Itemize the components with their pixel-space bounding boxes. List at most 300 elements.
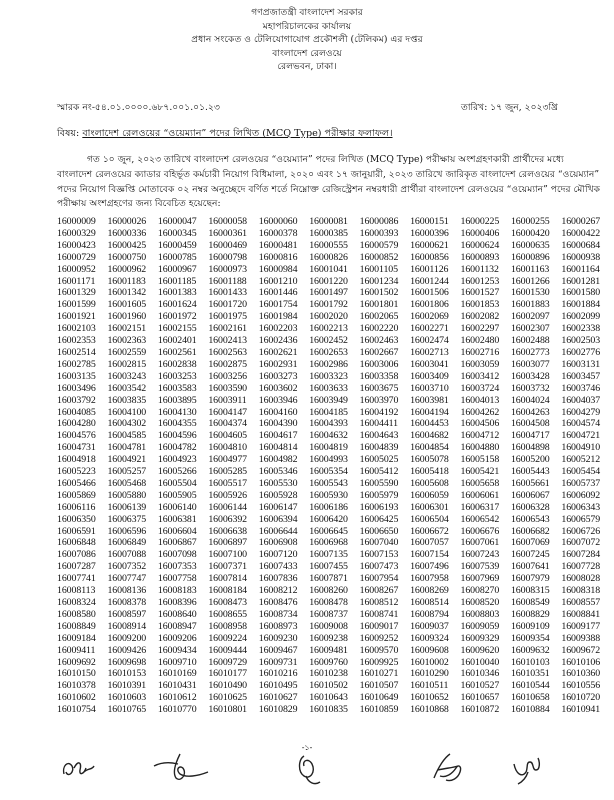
registration-number: 16009925 [359, 656, 399, 668]
registration-number: 16005212 [561, 454, 601, 466]
registration-number: 16008318 [561, 585, 601, 597]
registration-number: 16002082 [460, 311, 500, 323]
registration-number: 16000750 [107, 251, 147, 263]
registration-number: 16000798 [208, 251, 248, 263]
registration-number: 16007284 [561, 549, 601, 561]
registration-number: 16006682 [510, 525, 550, 537]
registration-number: 16000624 [460, 239, 500, 251]
registration-number: 16009200 [107, 632, 147, 644]
registration-number: 16003583 [157, 382, 197, 394]
registration-number: 16005257 [107, 466, 147, 478]
registration-number: 16000555 [309, 239, 348, 251]
registration-number: 16000393 [359, 227, 399, 239]
page-number: -১- [301, 743, 313, 752]
registration-number: 16004782 [157, 442, 197, 454]
registration-number: 16004130 [157, 406, 197, 418]
registration-number: 16006968 [309, 537, 348, 549]
registration-number: 16006867 [157, 537, 197, 549]
registration-number: 16010612 [157, 692, 197, 704]
registration-number: 16004682 [410, 430, 449, 442]
registration-number: 16008640 [157, 608, 197, 620]
registration-number: 16002559 [107, 346, 147, 358]
registration-number: 16010103 [510, 656, 550, 668]
signature [508, 748, 548, 788]
registration-number: 16001244 [410, 275, 449, 287]
registration-number: 16010625 [208, 692, 248, 704]
registration-number: 16008973 [258, 620, 298, 632]
registration-number: 16005543 [309, 477, 348, 489]
registration-number: 16006420 [309, 513, 348, 525]
registration-number: 16007979 [510, 573, 550, 585]
signature [58, 748, 102, 788]
registration-number: 16001171 [57, 275, 96, 287]
registration-number: 16009224 [208, 632, 248, 644]
registration-number: 16000984 [258, 263, 298, 275]
registration-number: 16008184 [208, 585, 248, 597]
registration-number: 16003792 [57, 394, 96, 406]
registration-number: 16004262 [460, 406, 500, 418]
registration-number: 16000621 [410, 239, 449, 251]
registration-number: 16010544 [510, 680, 550, 692]
registration-number: 16010346 [460, 668, 500, 680]
registration-number: 16004854 [410, 442, 449, 454]
registration-number: 16001220 [309, 275, 348, 287]
registration-number: 16006591 [57, 525, 96, 537]
registration-number: 16008212 [258, 585, 298, 597]
registration-number: 16005354 [309, 466, 348, 478]
registration-number: 16003602 [258, 382, 298, 394]
registration-number: 16008914 [107, 620, 147, 632]
registration-number: 16001921 [57, 311, 96, 323]
registration-number: 16004880 [460, 442, 500, 454]
registration-number: 16002436 [258, 335, 298, 347]
registration-number: 16004982 [258, 454, 298, 466]
registration-number: 16006139 [107, 501, 147, 513]
registration-number: 16002713 [410, 346, 449, 358]
registration-number: 16007371 [208, 561, 248, 573]
registration-number: 16004910 [561, 442, 601, 454]
registration-number: 16006186 [309, 501, 348, 513]
registration-number: 16001234 [359, 275, 399, 287]
registration-number: 16009008 [309, 620, 348, 632]
registration-number: 16001188 [208, 275, 247, 287]
registration-number: 16000058 [208, 216, 248, 227]
registration-number: 16002338 [561, 323, 601, 335]
registration-number: 16008396 [157, 597, 197, 608]
registration-number: 16002297 [460, 323, 500, 335]
registration-number: 16009252 [359, 632, 399, 644]
registration-number: 16007958 [410, 573, 449, 585]
registration-number: 16003358 [359, 370, 399, 382]
registration-number: 16009426 [107, 644, 147, 656]
registration-number: 16010649 [359, 692, 399, 704]
registration-number: 16000009 [57, 216, 96, 227]
registration-number: 16006542 [460, 513, 500, 525]
registration-number: 16003428 [510, 370, 550, 382]
registration-number: 16003041 [410, 358, 449, 370]
registration-number: 16000255 [510, 216, 550, 227]
registration-number: 16007061 [460, 537, 500, 549]
registration-number: 16004453 [410, 418, 449, 430]
registration-number: 16002463 [359, 335, 399, 347]
registration-number: 16006638 [208, 525, 248, 537]
registration-number: 16006061 [460, 489, 500, 501]
registration-number: 16010643 [309, 692, 348, 704]
registration-number: 16009411 [57, 644, 96, 656]
registration-number: 16008734 [258, 608, 298, 620]
registration-number: 16005930 [309, 489, 348, 501]
registration-number: 16004280 [57, 418, 96, 430]
registration-number: 16009570 [359, 644, 399, 656]
registration-number: 16009692 [57, 656, 96, 668]
registration-number: 16010765 [107, 704, 147, 716]
registration-number: 16007154 [410, 549, 449, 561]
registration-number: 16005504 [157, 477, 197, 489]
registration-number: 16004819 [309, 442, 348, 454]
registration-number: 16010150 [57, 668, 96, 680]
registration-number: 16003724 [460, 382, 500, 394]
registration-number: 16004374 [208, 418, 248, 430]
registration-number: 16000856 [410, 251, 449, 263]
registration-number: 16004712 [460, 430, 500, 442]
registration-number: 16009059 [460, 620, 500, 632]
registration-number: 16005608 [410, 477, 449, 489]
registration-number: 16002069 [410, 311, 449, 323]
registration-number: 16007098 [157, 549, 197, 561]
registration-number: 16000060 [258, 216, 298, 227]
registration-number: 16006144 [208, 501, 248, 513]
registration-number: 16002785 [57, 358, 96, 370]
registration-number: 16004923 [157, 454, 197, 466]
registration-number: 16007539 [460, 561, 500, 573]
registration-number: 16002213 [309, 323, 348, 335]
registration-number: 16008841 [561, 608, 601, 620]
registration-number: 16009620 [460, 644, 500, 656]
registration-number: 16006343 [561, 501, 601, 513]
registration-number: 16000422 [561, 227, 601, 239]
registration-number: 16004508 [510, 418, 550, 430]
registration-number: 16004643 [359, 430, 399, 442]
registration-number: 16003496 [57, 382, 96, 394]
registration-number: 16005346 [258, 466, 298, 478]
registration-number: 16003732 [510, 382, 550, 394]
registration-number: 16000481 [258, 239, 298, 251]
registration-number: 16002653 [309, 346, 348, 358]
registration-number: 16003675 [359, 382, 399, 394]
registration-number: 16007069 [510, 537, 550, 549]
registration-number: 16009467 [258, 644, 298, 656]
registration-number: 16008737 [309, 608, 348, 620]
registration-number: 16001883 [510, 299, 550, 311]
registration-number: 16000684 [561, 239, 601, 251]
registration-number: 16009731 [258, 656, 298, 668]
registration-number: 16000826 [309, 251, 348, 263]
registration-number: 16006381 [157, 513, 197, 525]
registration-number: 16004037 [561, 394, 601, 406]
registration-number: 16006067 [510, 489, 550, 501]
registration-number: 16006644 [258, 525, 298, 537]
registration-number: 16002220 [359, 323, 399, 335]
registration-number: 16008794 [410, 608, 449, 620]
registration-number: 16001624 [157, 299, 197, 311]
paragraph-line: পরীক্ষায় অংশগ্রহণের জন্য বিবেচিত হয়েছেন: [57, 198, 221, 210]
registration-number: 16010391 [107, 680, 147, 692]
registration-number: 16010360 [561, 668, 601, 680]
registration-number: 16006672 [410, 525, 449, 537]
registration-number: 16006596 [107, 525, 147, 537]
registration-number: 16005468 [107, 477, 147, 489]
registration-number: 16010720 [561, 692, 601, 704]
registration-number: 16009632 [510, 644, 550, 656]
registration-number: 16004632 [309, 430, 348, 442]
registration-number: 16009184 [57, 632, 96, 644]
registration-number: 16008478 [309, 597, 348, 608]
registration-number: 16001853 [460, 299, 500, 311]
registration-number: 16005590 [359, 477, 399, 489]
registration-number: 16001801 [359, 299, 399, 311]
signature [150, 748, 214, 788]
registration-number: 16000967 [157, 263, 197, 275]
registration-number: 16009329 [460, 632, 500, 644]
registration-number: 16001720 [208, 299, 248, 311]
registration-number: 16004731 [57, 442, 96, 454]
registration-number: 16007455 [309, 561, 348, 573]
registration-number: 16003835 [107, 394, 147, 406]
registration-number: 16004781 [107, 442, 147, 454]
registration-number: 16010153 [107, 668, 147, 680]
registration-number: 16002307 [510, 323, 550, 335]
registration-number: 16007243 [460, 549, 500, 561]
registration-number: 16009206 [157, 632, 197, 644]
registration-number: 16000086 [359, 216, 399, 227]
registration-number: 16008514 [410, 597, 449, 608]
registration-number: 16007153 [359, 549, 399, 561]
registration-number: 16008655 [208, 608, 248, 620]
registration-number: 16004411 [359, 418, 398, 430]
registration-number: 16003135 [57, 370, 96, 382]
registration-number: 16001502 [359, 287, 399, 299]
signature [290, 748, 330, 790]
registration-number: 16002488 [510, 335, 550, 347]
registration-number: 16009729 [208, 656, 248, 668]
registration-number: 16003970 [359, 394, 399, 406]
registration-number: 16004302 [107, 418, 147, 430]
registration-number: 16007871 [309, 573, 348, 585]
registration-number: 16010106 [561, 656, 601, 668]
registration-number: 16005421 [460, 466, 500, 478]
registration-number: 16004100 [107, 406, 147, 418]
registration-number: 16004085 [57, 406, 96, 418]
registration-number: 16007758 [157, 573, 197, 585]
registration-number: 16001960 [107, 311, 147, 323]
registration-number: 16001446 [258, 287, 298, 299]
registration-number: 16004898 [510, 442, 550, 454]
registration-number: 16008947 [157, 620, 197, 632]
registration-number: 16002452 [309, 335, 348, 347]
registration-number: 16000962 [107, 263, 147, 275]
registration-number: 16006317 [460, 501, 500, 513]
registration-number: 16004192 [359, 406, 399, 418]
registration-number: 16002773 [510, 346, 550, 358]
registration-number: 16007057 [410, 537, 449, 549]
registration-number: 16001754 [258, 299, 298, 311]
registration-number: 16001329 [57, 287, 96, 299]
registration-number: 16010490 [208, 680, 248, 692]
registration-number: 16003457 [561, 370, 601, 382]
registration-number: 16007641 [510, 561, 550, 573]
registration-number: 16007747 [107, 573, 147, 585]
registration-number: 16001041 [309, 263, 348, 275]
subject-label: বিষয়: [57, 128, 80, 139]
registration-number: 16001132 [460, 263, 499, 275]
registration-number: 16007433 [258, 561, 298, 573]
registration-number: 16009481 [309, 644, 348, 656]
registration-number: 16000361 [208, 227, 248, 239]
registration-number: 16007728 [561, 561, 601, 573]
registration-number: 16007352 [107, 561, 147, 573]
registration-number: 16009109 [510, 620, 550, 632]
registration-number: 16010770 [157, 704, 197, 716]
registration-number: 16007135 [309, 549, 348, 561]
registration-number: 16010271 [359, 668, 399, 680]
registration-number: 16001792 [309, 299, 348, 311]
registration-number: 16002151 [107, 323, 147, 335]
registration-number: 16010040 [460, 656, 500, 668]
registration-number: 16006897 [208, 537, 248, 549]
registration-number: 16005412 [359, 466, 399, 478]
registration-number: 16004355 [157, 418, 197, 430]
registration-number: 16003323 [309, 370, 348, 382]
registration-number: 16000225 [460, 216, 500, 227]
registration-number: 16000396 [410, 227, 449, 239]
registration-number: 16006147 [258, 501, 298, 513]
registration-number: 16008958 [208, 620, 248, 632]
registration-number: 16005266 [157, 466, 197, 478]
registration-number: 16002480 [460, 335, 500, 347]
registration-number: 16000047 [157, 216, 197, 227]
registration-number: 16009324 [410, 632, 449, 644]
registration-number: 16002099 [561, 311, 601, 323]
registration-number: 16006425 [359, 513, 399, 525]
registration-number: 16007088 [107, 549, 147, 561]
registration-number: 16003911 [208, 394, 247, 406]
registration-number: 16009230 [258, 632, 298, 644]
registration-number: 16000378 [258, 227, 298, 239]
registration-number: 16002401 [157, 335, 197, 347]
registration-number: 16010495 [258, 680, 298, 692]
registration-number: 16000938 [561, 251, 601, 263]
registration-number: 16000729 [57, 251, 96, 263]
registration-number: 16006604 [157, 525, 197, 537]
registration-number: 16008597 [107, 608, 147, 620]
registration-number: 16009017 [359, 620, 399, 632]
registration-number: 16008520 [460, 597, 500, 608]
registration-number: 16006726 [561, 525, 601, 537]
registration-number: 16008829 [510, 608, 550, 620]
registration-number: 16009698 [107, 656, 147, 668]
registration-number: 16004721 [561, 430, 601, 442]
registration-number: 16001266 [510, 275, 550, 287]
registration-number: 16000345 [157, 227, 197, 239]
registration-number: 16003243 [107, 370, 147, 382]
registration-number: 16008260 [309, 585, 348, 597]
registration-number: 16008113 [57, 585, 96, 597]
registration-number: 16002161 [208, 323, 248, 335]
registration-number: 16002514 [57, 346, 96, 358]
registration-number: 16008136 [107, 585, 147, 597]
registration-number: 16010859 [359, 704, 399, 716]
registration-number: 16002776 [561, 346, 601, 358]
registration-number: 16004194 [410, 406, 449, 418]
registration-number: 16004977 [208, 454, 248, 466]
paragraph-line: গত ১০ জুন, ২০২৩ তারিখে বাংলাদেশ রেলওয়ের “ওয়েম্যান” পদের লিখিত (MCQ Type) পরীক্ষায় অংশগ্রহণকারী প্রার্থীদের মধ্যে [87, 154, 564, 165]
registration-number: 16002667 [359, 346, 399, 358]
registration-number: 16010754 [57, 704, 96, 716]
registration-number: 16010829 [258, 704, 298, 716]
letterhead [0, 6, 614, 74]
registration-number: 16002561 [157, 346, 197, 358]
registration-number: 16007496 [410, 561, 449, 573]
registration-number: 16008267 [359, 585, 399, 597]
registration-number: 16001884 [561, 299, 601, 311]
registration-number: 16007287 [57, 561, 96, 573]
registration-number: 16002716 [460, 346, 500, 358]
registration-number: 16010872 [460, 704, 500, 716]
registration-number: 16002065 [359, 311, 399, 323]
registration-number: 16005466 [57, 477, 96, 489]
header-department: প্রধান সংকেত ও টেলিযোগাযোগ প্রকৌশলী (টেলিকম) এর দপ্তর [191, 34, 423, 46]
registration-number: 16005869 [57, 489, 96, 501]
registration-number: 16003077 [510, 358, 550, 370]
registration-number: 16004185 [309, 406, 348, 418]
registration-number: 16000385 [309, 227, 348, 239]
registration-number: 16009608 [410, 644, 449, 656]
registration-number: 16003746 [561, 382, 601, 394]
registration-number: 16010868 [410, 704, 449, 716]
registration-number: 16001253 [460, 275, 500, 287]
registration-number: 16009238 [309, 632, 348, 644]
registration-number: 16003253 [157, 370, 197, 382]
subject-text: বাংলাদেশ রেলওয়ের “ওয়েম্যান” পদের লিখিত (MCQ Type) পরীক্ষার ফলাফল। [82, 128, 393, 139]
registration-number: 16007040 [359, 537, 399, 549]
paragraph-line: পদের নিয়োগ বিজ্ঞপ্তি মোতাবেক ০২ নম্বর অনুচ্ছেদে বর্ণিত শর্তে নিম্নোক্ত রেজিস্ট্রেশন নম্বরধারী প্রার্থীরা বাংলাদেশ রেলওয়ের “ওয়েম্যান” পদের মৌখিক [57, 183, 601, 195]
registration-number: 16001530 [510, 287, 550, 299]
registration-number: 16009760 [309, 656, 348, 668]
registration-number: 16001185 [157, 275, 197, 287]
registration-number: 16006908 [258, 537, 298, 549]
registration-number: 16009444 [208, 644, 248, 656]
registration-number: 16008028 [561, 573, 601, 585]
registration-number: 16002413 [208, 335, 248, 347]
registration-number: 16007353 [157, 561, 197, 573]
registration-number: 16010507 [359, 680, 399, 692]
registration-number: 16009177 [561, 620, 601, 632]
registration-number: 16008549 [510, 597, 550, 608]
registration-number: 16002353 [57, 335, 96, 347]
registration-number: 16004279 [561, 406, 601, 418]
registration-number: 16010169 [157, 668, 197, 680]
registration-number: 16008849 [57, 620, 96, 632]
registration-number: 16008803 [460, 608, 500, 620]
registration-number: 16009710 [157, 656, 197, 668]
registration-number: 16001984 [258, 311, 298, 323]
registration-number: 16003409 [410, 370, 449, 382]
registration-number: 16003059 [460, 358, 500, 370]
registration-number: 16003710 [410, 382, 449, 394]
notice-paragraph [57, 153, 601, 212]
registration-number: 16004810 [208, 442, 248, 454]
registration-number: 16007120 [258, 549, 298, 561]
